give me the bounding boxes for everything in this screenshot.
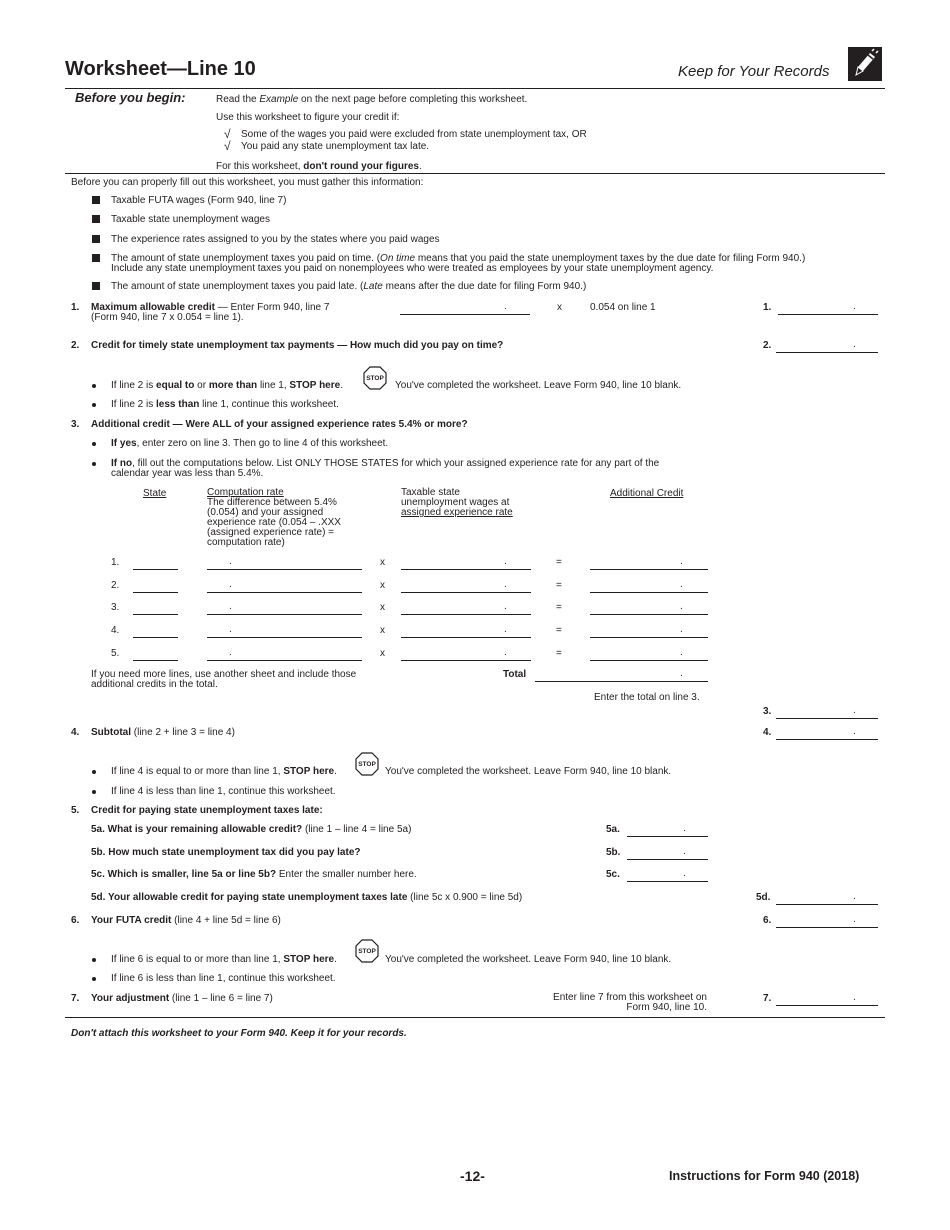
line5c-input[interactable] xyxy=(627,881,708,882)
decimal-point: . xyxy=(683,846,686,857)
col-header-state: State xyxy=(143,488,167,499)
gather-item: Taxable FUTA wages (Form 940, line 7) xyxy=(111,195,287,206)
equals-sign: = xyxy=(556,602,562,613)
line7-label: Your adjustment (line 1 – line 6 = line 7) xyxy=(91,993,273,1004)
bullet-icon xyxy=(92,790,96,794)
line1-form-input[interactable] xyxy=(400,314,530,315)
gather-item: The amount of state unemployment taxes you paid late. (Late means after the due date for filing Form 940.) xyxy=(111,281,587,292)
additional-credit-input[interactable] xyxy=(590,592,708,593)
taxable-wages-input[interactable] xyxy=(401,592,531,593)
before-use-line: Use this worksheet to figure your credit if: xyxy=(216,112,400,123)
decimal-point: . xyxy=(853,726,856,737)
line5-label: Credit for paying state unemployment taxes late: xyxy=(91,805,323,816)
square-bullet-icon xyxy=(92,215,100,223)
line6-stop-instruction: If line 6 is equal to or more than line 1, STOP here. xyxy=(111,954,337,965)
decimal-point: . xyxy=(683,868,686,879)
before-heading: Before you begin: xyxy=(75,90,186,105)
line-ref: 1. xyxy=(763,302,772,313)
keep-records-label: Keep for Your Records xyxy=(678,63,830,80)
gather-item: Taxable state unemployment wages xyxy=(111,214,270,225)
decimal-point: . xyxy=(680,647,683,658)
gather-item: The experience rates assigned to you by the states where you paid wages xyxy=(111,234,440,245)
decimal-point: . xyxy=(504,624,507,635)
line6-continue-instruction: If line 6 is less than line 1, continue this worksheet. xyxy=(111,973,336,984)
col-header-additional-credit: Additional Credit xyxy=(610,488,684,499)
state-input[interactable] xyxy=(133,569,178,570)
line1-sub: (Form 940, line 7 x 0.054 = line 1). xyxy=(91,312,244,323)
equals-sign: = xyxy=(556,557,562,568)
line2-completed-note: You've completed the worksheet. Leave Form 940, line 10 blank. xyxy=(395,380,682,391)
line-ref: 2. xyxy=(763,340,772,351)
multiply-sign: x xyxy=(380,580,385,591)
line3-input[interactable] xyxy=(776,718,878,719)
line1-result-input[interactable] xyxy=(778,314,878,315)
decimal-point: . xyxy=(504,556,507,567)
equals-sign: = xyxy=(556,625,562,636)
enter-total-note: Enter the total on line 3. xyxy=(594,692,700,703)
multiply-sign: x xyxy=(557,302,562,313)
decimal-point: . xyxy=(680,601,683,612)
gather-item: The amount of state unemployment taxes you paid on time. (On time means that you paid the state unemployment taxes by the due date for filing Form 940.) xyxy=(111,253,806,264)
computation-rate-input[interactable] xyxy=(207,569,362,570)
state-input[interactable] xyxy=(133,614,178,615)
line5b-input[interactable] xyxy=(627,859,708,860)
gather-intro: Before you can properly fill out this worksheet, you must gather this information: xyxy=(71,177,424,188)
line5d-label: 5d. Your allowable credit for paying state unemployment taxes late (line 5c x 0.900 = line 5d) xyxy=(91,892,523,903)
computation-rate-input[interactable] xyxy=(207,592,362,593)
line3-no-continued: calendar year was less than 5.4%. xyxy=(111,468,264,479)
line1-label: Maximum allowable credit — Enter Form 940, line 7 xyxy=(91,302,330,313)
row-number: 1. xyxy=(111,557,120,568)
decimal-point: . xyxy=(504,301,507,312)
stop-sign-text: STOP xyxy=(358,761,376,768)
page-number: -12- xyxy=(460,1168,485,1184)
additional-credit-input[interactable] xyxy=(590,660,708,661)
equals-sign: = xyxy=(556,580,562,591)
square-bullet-icon xyxy=(92,254,100,262)
bullet-icon xyxy=(92,384,96,388)
line4-continue-instruction: If line 4 is less than line 1, continue this worksheet. xyxy=(111,786,336,797)
decimal-point: . xyxy=(683,823,686,834)
worksheet-title: Worksheet—Line 10 xyxy=(65,58,256,80)
taxable-wages-input[interactable] xyxy=(401,614,531,615)
line3-no: If no, fill out the computations below. List ONLY THOSE STATES for which your assigned experience rate for any part of the xyxy=(111,458,660,469)
decimal-point: . xyxy=(680,624,683,635)
state-input[interactable] xyxy=(133,660,178,661)
multiply-sign: x xyxy=(380,625,385,636)
decimal-point: . xyxy=(853,992,856,1003)
line5a-input[interactable] xyxy=(627,836,708,837)
stop-sign-icon xyxy=(355,939,379,963)
taxable-wages-input[interactable] xyxy=(401,637,531,638)
decimal-point: . xyxy=(853,705,856,716)
line-ref: 3. xyxy=(763,706,772,717)
line2-label: Credit for timely state unemployment tax payments — How much did you pay on time? xyxy=(91,340,504,351)
line-ref: 5a. xyxy=(606,824,620,835)
square-bullet-icon xyxy=(92,235,100,243)
line-number: 7. xyxy=(71,993,80,1004)
bullet-icon xyxy=(92,462,96,466)
line-number: 2. xyxy=(71,340,80,351)
line4-label: Subtotal (line 2 + line 3 = line 4) xyxy=(91,727,235,738)
row-number: 2. xyxy=(111,580,120,591)
decimal-point: . xyxy=(680,556,683,567)
line4-stop-instruction: If line 4 is equal to or more than line 1, STOP here. xyxy=(111,766,337,777)
decimal-point: . xyxy=(229,624,232,635)
check-item-2: You paid any state unemployment tax late. xyxy=(241,141,430,152)
bullet-icon xyxy=(92,770,96,774)
state-input[interactable] xyxy=(133,592,178,593)
taxable-wages-input[interactable] xyxy=(401,660,531,661)
stop-sign-text: STOP xyxy=(366,375,384,382)
additional-credit-input[interactable] xyxy=(590,614,708,615)
bullet-icon xyxy=(92,977,96,981)
square-bullet-icon xyxy=(92,282,100,290)
line-ref: 5d. xyxy=(756,892,771,903)
col-header-taxable: Taxable state unemployment wages at assigned experience rate xyxy=(401,487,513,518)
decimal-point: . xyxy=(229,647,232,658)
line7-input[interactable] xyxy=(776,1005,878,1006)
equals-sign: = xyxy=(556,648,562,659)
bullet-icon xyxy=(92,403,96,407)
total-input[interactable] xyxy=(535,681,708,682)
decimal-point: . xyxy=(229,579,232,590)
decimal-point: . xyxy=(229,601,232,612)
multiply-sign: x xyxy=(380,557,385,568)
line-number: 4. xyxy=(71,727,80,738)
decimal-point: . xyxy=(229,556,232,567)
decimal-point: . xyxy=(504,647,507,658)
state-input[interactable] xyxy=(133,637,178,638)
line2-stop-instruction: If line 2 is equal to or more than line 1, STOP here. xyxy=(111,380,343,391)
computation-rate-input[interactable] xyxy=(207,660,362,661)
taxable-wages-input[interactable] xyxy=(401,569,531,570)
line6-completed-note: You've completed the worksheet. Leave Form 940, line 10 blank. xyxy=(385,954,672,965)
row-number: 5. xyxy=(111,648,120,659)
col-header-computation: Computation rate The difference between 5.4% (0.054) and your assigned experience rate (0.054 – .XXX (assigned experience rate) = computation rate) xyxy=(207,487,341,548)
check-item-1: Some of the wages you paid were excluded from state unemployment tax, OR xyxy=(241,129,587,140)
line-ref: 7. xyxy=(763,993,772,1004)
before-read-line: Read the Example on the next page before completing this worksheet. xyxy=(216,94,528,105)
square-bullet-icon xyxy=(92,196,100,204)
check-icon: √ xyxy=(224,127,231,141)
decimal-point: . xyxy=(504,601,507,612)
line3-label: Additional credit — Were ALL of your assigned experience rates 5.4% or more? xyxy=(91,419,468,430)
line7-enter-note: Enter line 7 from this worksheet on Form 940, line 10. xyxy=(553,992,707,1013)
line-ref: 4. xyxy=(763,727,772,738)
decimal-point: . xyxy=(680,668,683,679)
multiply-sign: x xyxy=(380,602,385,613)
row-number: 3. xyxy=(111,602,120,613)
line4-completed-note: You've completed the worksheet. Leave Form 940, line 10 blank. xyxy=(385,766,672,777)
more-lines-note: If you need more lines, use another sheet and include those additional credits in the total. xyxy=(91,669,357,690)
computation-rate-input[interactable] xyxy=(207,614,362,615)
total-label: Total xyxy=(503,669,527,680)
line5d-input[interactable] xyxy=(776,904,878,905)
stop-sign-icon xyxy=(355,752,379,776)
stop-sign-text: STOP xyxy=(358,948,376,955)
line2-continue-instruction: If line 2 is less than line 1, continue this worksheet. xyxy=(111,399,339,410)
bullet-icon xyxy=(92,958,96,962)
line-number: 3. xyxy=(71,419,80,430)
line6-input[interactable] xyxy=(776,927,878,928)
line5b-label: 5b. How much state unemployment tax did you pay late? xyxy=(91,847,361,858)
round-note: For this worksheet, don't round your figures. xyxy=(216,161,422,172)
form-instructions-label: Instructions for Form 940 (2018) xyxy=(669,1169,860,1183)
gather-item-continued: Include any state unemployment taxes you paid on nonemployees who were treated as employees by your state unemployment agency. xyxy=(111,263,714,274)
line6-label: Your FUTA credit (line 4 + line 5d = line 6) xyxy=(91,915,281,926)
pencil-icon xyxy=(848,47,882,81)
line-number: 6. xyxy=(71,915,80,926)
multiply-sign: x xyxy=(380,648,385,659)
line3-yes: If yes, enter zero on line 3. Then go to line 4 of this worksheet. xyxy=(111,438,389,449)
line5a-label: 5a. What is your remaining allowable credit? (line 1 – line 4 = line 5a) xyxy=(91,824,412,835)
line-ref: 5c. xyxy=(606,869,620,880)
decimal-point: . xyxy=(853,339,856,350)
stop-sign-icon xyxy=(363,366,387,390)
decimal-point: . xyxy=(504,579,507,590)
additional-credit-input[interactable] xyxy=(590,569,708,570)
decimal-point: . xyxy=(853,301,856,312)
row-number: 4. xyxy=(111,625,120,636)
bullet-icon xyxy=(92,442,96,446)
computation-rate-input[interactable] xyxy=(207,637,362,638)
decimal-point: . xyxy=(853,891,856,902)
additional-credit-input[interactable] xyxy=(590,637,708,638)
line2-input[interactable] xyxy=(776,352,878,353)
line-number: 1. xyxy=(71,302,80,313)
decimal-point: . xyxy=(680,579,683,590)
line1-rate: 0.054 on line 1 xyxy=(590,302,656,313)
line-ref: 6. xyxy=(763,915,772,926)
check-icon: √ xyxy=(224,139,231,153)
line4-input[interactable] xyxy=(776,739,878,740)
footer-note: Don't attach this worksheet to your Form 940. Keep it for your records. xyxy=(71,1028,407,1039)
line5c-label: 5c. Which is smaller, line 5a or line 5b? Enter the smaller number here. xyxy=(91,869,417,880)
line-ref: 5b. xyxy=(606,847,621,858)
line-number: 5. xyxy=(71,805,80,816)
decimal-point: . xyxy=(853,914,856,925)
